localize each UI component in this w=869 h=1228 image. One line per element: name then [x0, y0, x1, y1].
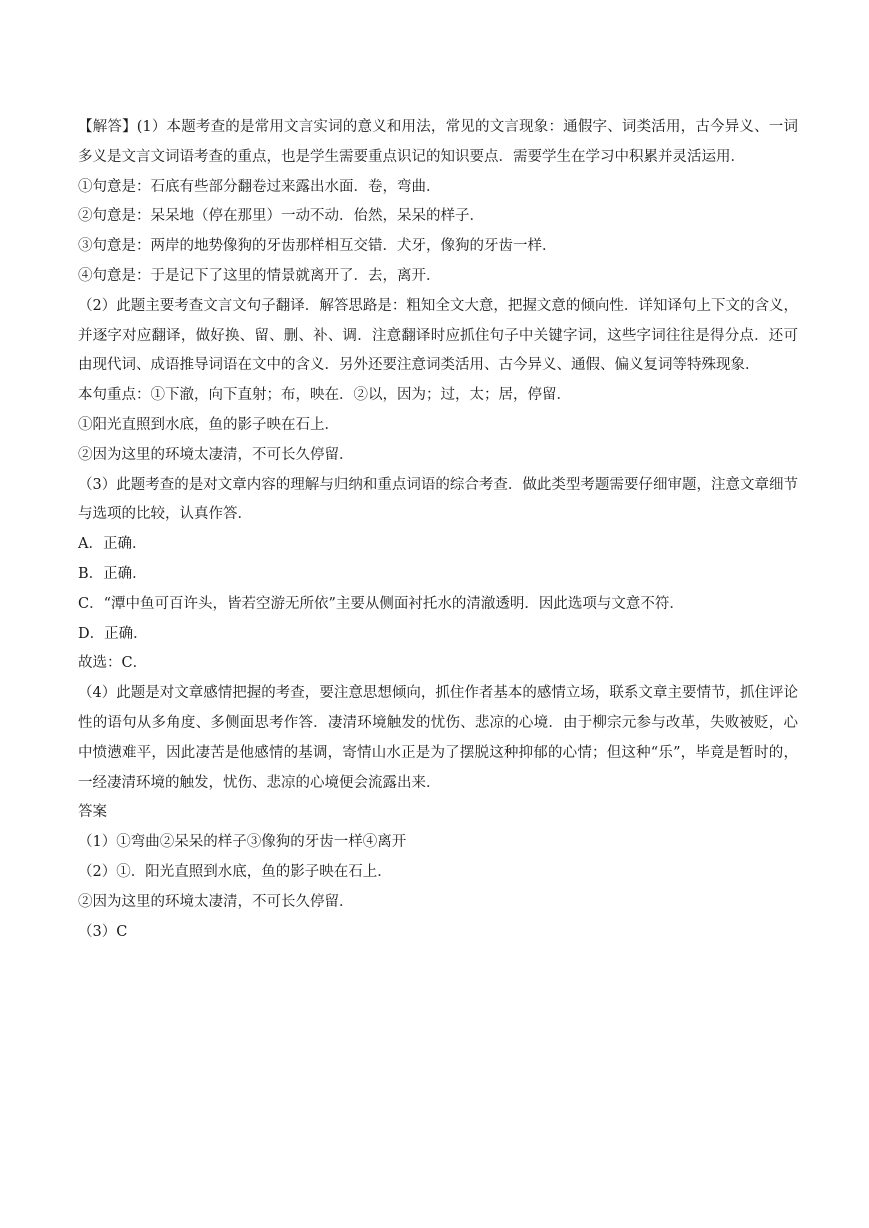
translation-analysis: （2）此题主要考查文言文句子翻译．解答思路是：粗知全文大意，把握文意的倾向性．详知译句上下文的含义，并逐字对应翻译，做好换、留、删、补、调．注意翻译时应抓住句子中关键字词，这些字词往往是得分点．还可由现代词、成语推导词语在文中的含义．另外还要注意词类活用、古今异义、通假、偏义复词等特殊现象．	[78, 297, 798, 374]
option-d: D．正确．	[78, 625, 148, 642]
analysis-item-4: ④句意是：于是记下了这里的情景就离开了．去，离开．	[78, 267, 441, 284]
answer-2: （2）①．阳光直照到水底，鱼的影子映在石上．	[78, 863, 392, 880]
option-c: C．“潭中鱼可百许头，皆若空游无所依”主要从侧面衬托水的清澈透明．因此选项与文意不符．	[78, 595, 684, 612]
analysis-item-2: ②句意是：呆呆地（停在那里）一动不动．佁然，呆呆的样子．	[78, 208, 484, 225]
emotion-analysis: （4）此题是对文章感情把握的考查，要注意思想倾向，抓住作者基本的感情立场，联系文章主要情节，抓住评论性的语句从多角度、多侧面思考作答．凄清环境触发的忧伤、悲凉的心境．由于柳宗元参与改革，失败被贬，心中愤懑难平，因此凄苦是他感情的基调，寄情山水正是为了摆脱这种抑郁的心情；但这种“乐”，毕竟是暂时的，一经凄清环境的触发，忧伤、悲凉的心境便会流露出来．	[78, 685, 798, 791]
answer-2-continued: ②因为这里的环境太凄清，不可长久停留．	[78, 893, 354, 910]
comprehension-analysis: （3）此题考查的是对文章内容的理解与归纳和重点词语的综合考查．做此类型考题需要仔细审题，注意文章细节与选项的比较，认真作答．	[78, 476, 798, 523]
analysis-item-1: ①句意是：石底有些部分翻卷过来露出水面．卷，弯曲．	[78, 178, 441, 195]
document-body	[78, 113, 798, 947]
translation-key-points: 本句重点：①下澈，向下直射；布，映在．②以，因为；过，太；居，停留．	[78, 387, 571, 404]
answer-3: （3）C	[78, 923, 128, 940]
option-a: A．正确．	[78, 536, 147, 553]
selected-answer: 故选：C．	[78, 655, 148, 672]
analysis-item-3: ③句意是：两岸的地势像狗的牙齿那样相互交错．犬牙，像狗的牙齿一样．	[78, 238, 557, 255]
translation-sentence-1: ①阳光直照到水底，鱼的影子映在石上．	[78, 416, 339, 433]
answer-1: （1）①弯曲②呆呆的样子③像狗的牙齿一样④离开	[78, 834, 407, 851]
answer-heading: 答案	[78, 804, 107, 821]
option-b: B．正确．	[78, 565, 147, 582]
answer-analysis-intro: 【解答】(1）本题考查的是常用文言实词的意义和用法，常见的文言现象：通假字、词类活用，古今异义、一词多义是文言文词语考查的重点，也是学生需要重点识记的知识要点．需要学生在学习中积累并灵活运用．	[78, 119, 798, 165]
translation-sentence-2: ②因为这里的环境太凄清，不可长久停留．	[78, 446, 354, 463]
